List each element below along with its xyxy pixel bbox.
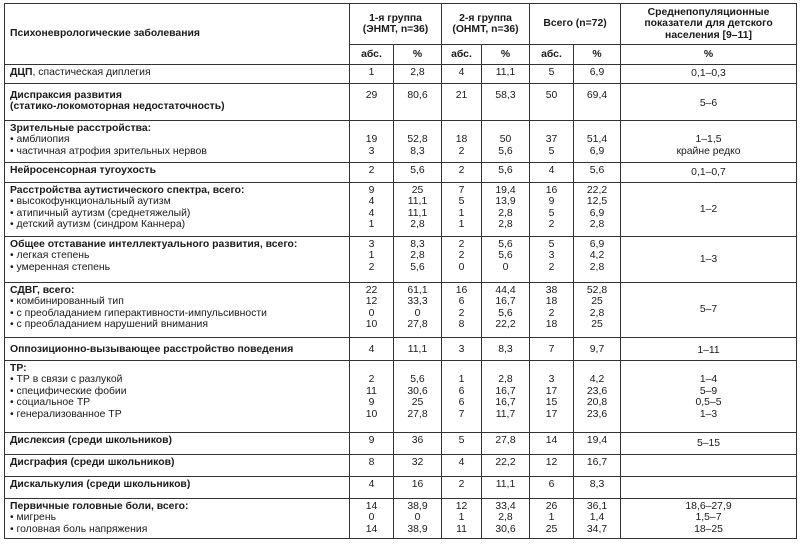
cell-population-pct: 5–6 bbox=[621, 84, 797, 121]
row-heading: ТР: bbox=[10, 363, 27, 374]
row-sub-item: • с преобладанием гиперактивности-импульсивности bbox=[10, 308, 345, 319]
table-row bbox=[5, 65, 797, 84]
cell-group1-abs: 1 bbox=[350, 65, 394, 84]
cell-group1-abs: 3 1 2 bbox=[350, 237, 394, 283]
cell-group2-pct: 8,3 bbox=[482, 338, 530, 361]
cell-group1-pct: 5,6 bbox=[394, 163, 442, 183]
header-total-abs: абс. bbox=[530, 45, 574, 65]
row-label bbox=[5, 183, 350, 237]
cell-group1-abs: 4 bbox=[350, 338, 394, 361]
row-sub-item: • генерализованное ТР bbox=[10, 409, 345, 420]
row-heading: Общее отставание интеллектуального развития, всего: bbox=[10, 239, 298, 250]
cell-group2-pct: 27,8 bbox=[482, 433, 530, 455]
cell-group2-abs: 1 6 6 7 bbox=[442, 361, 482, 433]
cell-group1-abs: 14 0 14 bbox=[350, 499, 394, 539]
cell-group2-pct: 33,4 2,8 30,6 bbox=[482, 499, 530, 539]
cell-group2-pct: 2,8 16,7 16,7 11,7 bbox=[482, 361, 530, 433]
cell-group2-abs: 16 6 2 8 bbox=[442, 283, 482, 338]
row-label bbox=[5, 361, 350, 433]
header-g2-abs: абс. bbox=[442, 45, 482, 65]
cell-group1-abs: 19 3 bbox=[350, 121, 394, 163]
row-label bbox=[5, 84, 350, 121]
row-label bbox=[5, 237, 350, 283]
row-sub-item: • специфические фобии bbox=[10, 386, 345, 397]
cell-population-pct: 1–3 bbox=[621, 237, 797, 283]
cell-group1-pct: 80,6 bbox=[394, 84, 442, 121]
cell-group1-abs: 8 bbox=[350, 455, 394, 477]
cell-population-pct: 5–7 bbox=[621, 283, 797, 338]
cell-group2-pct: 44,4 16,7 5,6 22,2 bbox=[482, 283, 530, 338]
table-row bbox=[5, 283, 797, 338]
cell-group1-abs: 2 11 9 10 bbox=[350, 361, 394, 433]
cell-group1-pct: 25 11,1 11,1 2,8 bbox=[394, 183, 442, 237]
cell-total-abs: 3 17 15 17 bbox=[530, 361, 574, 433]
header-group1: 1-я группа (ЭНМТ, n=36) bbox=[350, 4, 442, 45]
cell-group1-abs: 22 12 0 10 bbox=[350, 283, 394, 338]
cell-population-pct: 0,1–0,7 bbox=[621, 163, 797, 183]
cell-group1-pct: 38,9 0 38,9 bbox=[394, 499, 442, 539]
row-sub-item: • социальное ТР bbox=[10, 397, 345, 408]
cell-group1-pct: 11,1 bbox=[394, 338, 442, 361]
cell-group1-pct: 36 bbox=[394, 433, 442, 455]
row-label bbox=[5, 499, 350, 539]
cell-total-pct: 6,9 4,2 2,8 bbox=[574, 237, 621, 283]
cell-group1-pct: 32 bbox=[394, 455, 442, 477]
header-title: Психоневрологические заболевания bbox=[5, 4, 350, 65]
cell-group2-pct: 11,1 bbox=[482, 477, 530, 499]
cell-total-pct: 19,4 bbox=[574, 433, 621, 455]
cell-group2-abs: 4 bbox=[442, 455, 482, 477]
table-row bbox=[5, 477, 797, 499]
row-sub-item: • комбинированный тип bbox=[10, 296, 345, 307]
cell-total-pct: 6,9 bbox=[574, 65, 621, 84]
cell-total-abs: 6 bbox=[530, 477, 574, 499]
header-total-pct: % bbox=[574, 45, 621, 65]
row-heading: Диспраксия развития bbox=[10, 90, 122, 101]
row-heading: Дислексия (среди школьников) bbox=[10, 435, 172, 446]
cell-group1-pct: 8,3 2,8 5,6 bbox=[394, 237, 442, 283]
cell-group1-abs: 9 bbox=[350, 433, 394, 455]
row-heading: Дискалькулия (среди школьников) bbox=[10, 479, 191, 490]
cell-group1-pct: 5,6 30,6 25 27,8 bbox=[394, 361, 442, 433]
data-table bbox=[4, 3, 797, 539]
cell-population-pct: 18,6–27,9 1,5–7 18–25 bbox=[621, 499, 797, 539]
table-row bbox=[5, 237, 797, 283]
row-sub-item: • умеренная степень bbox=[10, 262, 345, 273]
row-heading: Дисграфия (среди школьников) bbox=[10, 457, 175, 468]
cell-group1-pct: 61,1 33,3 0 27,8 bbox=[394, 283, 442, 338]
cell-group2-abs: 21 bbox=[442, 84, 482, 121]
cell-total-abs: 14 bbox=[530, 433, 574, 455]
cell-total-pct: 9,7 bbox=[574, 338, 621, 361]
cell-group2-abs: 12 1 11 bbox=[442, 499, 482, 539]
header-g2-pct: % bbox=[482, 45, 530, 65]
cell-group2-abs: 18 2 bbox=[442, 121, 482, 163]
row-sub-item: • ТР в связи с разлукой bbox=[10, 374, 345, 385]
cell-total-pct: 16,7 bbox=[574, 455, 621, 477]
cell-population-pct bbox=[621, 455, 797, 477]
row-label bbox=[5, 65, 350, 84]
row-label bbox=[5, 121, 350, 163]
row-sub-item: • головная боль напряжения bbox=[10, 524, 345, 535]
row-label bbox=[5, 163, 350, 183]
row-label bbox=[5, 477, 350, 499]
cell-total-pct: 22,2 12,5 6,9 2,8 bbox=[574, 183, 621, 237]
cell-group2-pct: 50 5,6 bbox=[482, 121, 530, 163]
cell-total-pct: 51,4 6,9 bbox=[574, 121, 621, 163]
cell-group2-pct: 58,3 bbox=[482, 84, 530, 121]
cell-total-abs: 50 bbox=[530, 84, 574, 121]
row-heading: Нейросенсорная тугоухость bbox=[10, 165, 156, 176]
row-sub-item: • высокофункциональный аутизм bbox=[10, 196, 345, 207]
cell-population-pct: 0,1–0,3 bbox=[621, 65, 797, 84]
row-heading: Зрительные расстройства: bbox=[10, 123, 152, 134]
table-row bbox=[5, 84, 797, 121]
cell-total-abs: 37 5 bbox=[530, 121, 574, 163]
cell-group1-pct: 52,8 8,3 bbox=[394, 121, 442, 163]
header-g1-pct: % bbox=[394, 45, 442, 65]
cell-population-pct: 5–15 bbox=[621, 433, 797, 455]
table-row bbox=[5, 338, 797, 361]
cell-group2-pct: 5,6 5,6 0 bbox=[482, 237, 530, 283]
cell-group2-pct: 11,1 bbox=[482, 65, 530, 84]
cell-total-pct: 36,1 1,4 34,7 bbox=[574, 499, 621, 539]
cell-total-pct: 5,6 bbox=[574, 163, 621, 183]
cell-total-abs: 4 bbox=[530, 163, 574, 183]
cell-group2-pct: 19,4 13,9 2,8 2,8 bbox=[482, 183, 530, 237]
row-sub-item: • с преобладанием нарушений внимания bbox=[10, 319, 345, 330]
table-row bbox=[5, 361, 797, 433]
cell-group2-abs: 4 bbox=[442, 65, 482, 84]
cell-group2-abs: 2 2 0 bbox=[442, 237, 482, 283]
row-heading: Расстройства аутистического спектра, всего: bbox=[10, 185, 245, 196]
cell-total-pct: 52,8 25 2,8 25 bbox=[574, 283, 621, 338]
row-heading: СДВГ, всего: bbox=[10, 285, 75, 296]
row-sub-item: • детский аутизм (синдром Каннера) bbox=[10, 219, 345, 230]
row-sub-item: • амблиопия bbox=[10, 134, 345, 145]
row-label bbox=[5, 455, 350, 477]
cell-total-abs: 12 bbox=[530, 455, 574, 477]
row-heading: (статико-локомоторная недостаточность) bbox=[10, 101, 225, 113]
header-population: Среднепопуляционные показатели для детского населения [9–11] bbox=[621, 4, 797, 45]
cell-group1-pct: 2,8 bbox=[394, 65, 442, 84]
cell-group2-abs: 5 bbox=[442, 433, 482, 455]
row-sub-item: • мигрень bbox=[10, 512, 345, 523]
cell-group2-abs: 2 bbox=[442, 163, 482, 183]
header-total: Всего (n=72) bbox=[530, 4, 621, 45]
row-sub-item: • легкая степень bbox=[10, 250, 345, 261]
cell-population-pct: 1–4 5–9 0,5–5 1–3 bbox=[621, 361, 797, 433]
cell-population-pct: 1–1,5 крайне редко bbox=[621, 121, 797, 163]
cell-group1-pct: 16 bbox=[394, 477, 442, 499]
row-sub-item: • атипичный аутизм (среднетяжелый) bbox=[10, 208, 345, 219]
table-row bbox=[5, 433, 797, 455]
table-body bbox=[5, 65, 797, 539]
cell-total-abs: 38 18 2 18 bbox=[530, 283, 574, 338]
table-row bbox=[5, 121, 797, 163]
cell-total-abs: 7 bbox=[530, 338, 574, 361]
cell-population-pct bbox=[621, 477, 797, 499]
header-g1-abs: абс. bbox=[350, 45, 394, 65]
table-row bbox=[5, 455, 797, 477]
cell-total-abs: 5 bbox=[530, 65, 574, 84]
table-row bbox=[5, 183, 797, 237]
cell-total-pct: 69,4 bbox=[574, 84, 621, 121]
row-sub-item: • частичная атрофия зрительных нервов bbox=[10, 146, 345, 157]
cell-group1-abs: 29 bbox=[350, 84, 394, 121]
row-label bbox=[5, 338, 350, 361]
table-row bbox=[5, 499, 797, 539]
cell-total-abs: 26 1 25 bbox=[530, 499, 574, 539]
cell-total-abs: 5 3 2 bbox=[530, 237, 574, 283]
cell-group1-abs: 9 4 4 1 bbox=[350, 183, 394, 237]
cell-group2-pct: 22,2 bbox=[482, 455, 530, 477]
cell-group2-abs: 7 5 1 1 bbox=[442, 183, 482, 237]
cell-total-abs: 16 9 5 2 bbox=[530, 183, 574, 237]
row-label bbox=[5, 433, 350, 455]
cell-group1-abs: 4 bbox=[350, 477, 394, 499]
row-heading: Первичные головные боли, всего: bbox=[10, 501, 189, 512]
header-population-pct: % bbox=[621, 45, 797, 65]
row-label bbox=[5, 283, 350, 338]
cell-population-pct: 1–11 bbox=[621, 338, 797, 361]
cell-group2-abs: 2 bbox=[442, 477, 482, 499]
cell-total-pct: 8,3 bbox=[574, 477, 621, 499]
header-group2: 2-я группа (ОНМТ, n=36) bbox=[442, 4, 530, 45]
row-heading: ДЦП, спастическая диплегия bbox=[10, 67, 151, 78]
cell-group2-pct: 5,6 bbox=[482, 163, 530, 183]
cell-group1-abs: 2 bbox=[350, 163, 394, 183]
row-heading: Оппозиционно-вызывающее расстройство поведения bbox=[10, 344, 294, 355]
cell-group2-abs: 3 bbox=[442, 338, 482, 361]
table-row bbox=[5, 163, 797, 183]
cell-total-pct: 4,2 23,6 20,8 23,6 bbox=[574, 361, 621, 433]
cell-population-pct: 1–2 bbox=[621, 183, 797, 237]
